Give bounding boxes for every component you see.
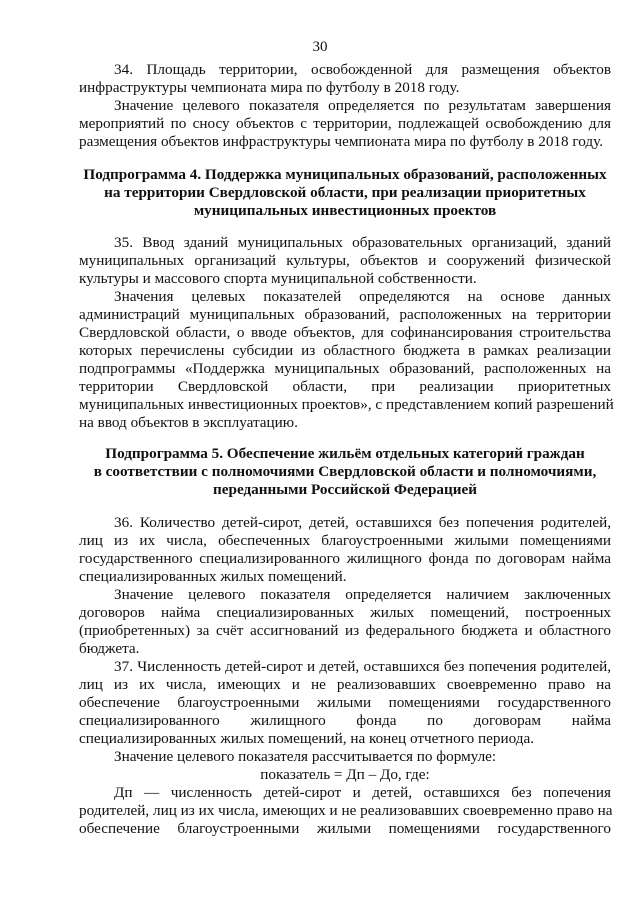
item-36-description-line-4: бюджета.	[79, 640, 140, 657]
item-34-description-line-1: Значение целевого показателя определяется по результатам завершения	[114, 97, 611, 114]
subprogram-5-heading-line-3: переданными Российской Федерацией	[213, 481, 477, 498]
item-36-line-2: лиц из их числа, обеспеченных благоустроенными жилыми помещениями	[79, 532, 611, 549]
item-35-line-3: культуры и массового спорта муниципальной собственности.	[79, 270, 477, 287]
subprogram-4-heading-line-1: Подпрограмма 4. Поддержка муниципальных образований, расположенных	[83, 166, 607, 183]
formula-intro: Значение целевого показателя рассчитывается по формуле:	[114, 748, 497, 765]
item-36-line-4: специализированных жилых помещений.	[79, 568, 347, 585]
item-37-line-4: специализированного жилищного фонда по договорам найма	[79, 712, 611, 729]
item-35-description-line-8: на ввод объектов в эксплуатацию.	[79, 414, 298, 431]
item-36-line-3: государственного специализированного жилищного фонда по договорам найма	[79, 550, 611, 567]
item-35-line-1: 35. Ввод зданий муниципальных образовательных организаций, зданий	[114, 234, 611, 251]
subprogram-4-heading-line-2: на территории Свердловской области, при реализации приоритетных	[104, 184, 586, 201]
formula: показатель = Дп – До, где:	[260, 766, 430, 783]
item-37-line-5: специализированных жилых помещений, на конец отчетного периода.	[79, 730, 534, 747]
subprogram-5-heading-line-2: в соответствии с полномочиями Свердловской области и полномочиями,	[93, 463, 597, 480]
item-37-line-3: обеспечение благоустроенными жилыми помещениями государственного	[79, 694, 611, 711]
subprogram-4-heading-line-3: муниципальных инвестиционных проектов	[193, 202, 497, 219]
item-36-description-line-3: (приобретенных) за счёт ассигнований из федерального бюджета и областного	[79, 622, 611, 639]
item-34-line-1: 34. Площадь территории, освобожденной для размещения объектов	[114, 61, 611, 78]
definition-dp-line-3: обеспечение благоустроенными жилыми помещениями государственного	[79, 820, 611, 837]
item-34-description-line-3: размещения объектов инфраструктуры чемпионата мира по футболу в 2018 году.	[79, 133, 604, 150]
item-35-line-2: муниципальных организаций культуры, объектов и сооружений физической	[79, 252, 611, 269]
item-35-description-line-2: администраций муниципальных образований, расположенных на территории	[79, 306, 611, 323]
item-35-description-line-3: Свердловской области, о вводе объектов, для софинансирования строительства	[79, 324, 611, 341]
item-35-description-line-1: Значения целевых показателей определяются на основе данных	[114, 288, 611, 305]
item-35-description-line-7: муниципальных инвестиционных проектов», с представлением копий разрешений	[79, 396, 614, 413]
item-34-description-line-2: мероприятий по сносу объектов с территории, подлежащей освобождению для	[79, 115, 611, 132]
item-35-description-line-4: которых перечислены субсидии из областного бюджета в рамках реализации	[79, 342, 611, 359]
item-34-line-2: инфраструктуры чемпионата мира по футболу в 2018 году.	[79, 79, 460, 96]
item-37-line-1: 37. Численность детей-сирот и детей, оставшихся без попечения родителей,	[114, 658, 611, 675]
page-number: 30	[312, 39, 328, 55]
item-37-line-2: лиц из их числа, имеющих и не реализовавших своевременно право на	[79, 676, 611, 693]
definition-dp-line-2: родителей, лиц из их числа, имеющих и не реализовавших своевременно право на	[79, 802, 613, 819]
item-36-line-1: 36. Количество детей-сирот, детей, оставшихся без попечения родителей,	[114, 514, 611, 531]
item-35-description-line-6: территории Свердловской области, при реализации приоритетных	[79, 378, 611, 395]
subprogram-5-heading-line-1: Подпрограмма 5. Обеспечение жильём отдельных категорий граждан	[105, 445, 585, 462]
item-36-description-line-2: договоров найма специализированных жилых помещений, построенных	[79, 604, 611, 621]
definition-dp-line-1: Дп — численность детей-сирот и детей, оставшихся без попечения	[114, 784, 611, 801]
item-36-description-line-1: Значение целевого показателя определяется наличием заключенных	[114, 586, 611, 603]
item-35-description-line-5: подпрограммы «Поддержка муниципальных образований, расположенных на	[79, 360, 611, 377]
